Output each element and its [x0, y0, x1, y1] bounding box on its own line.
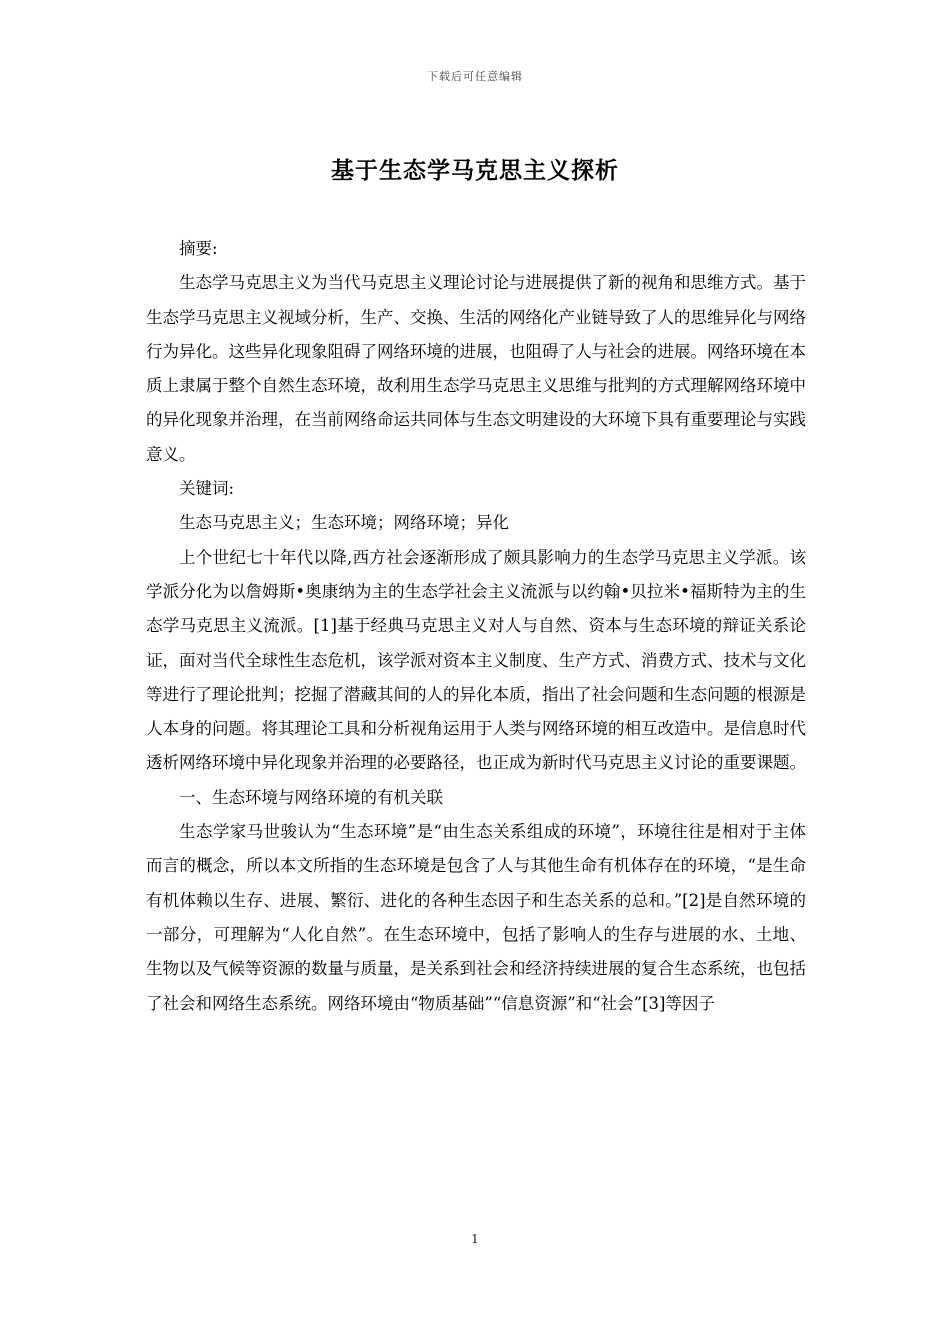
keywords-heading: 关键词: [179, 479, 235, 499]
body-paragraph: 生态学家马世骏认为“生态环境”是“由生态关系组成的环境”，环境往往是相对于主体而言的概念，所以本文所指的生态环境是包含了人与其他生命有机体存在的环境，“是生命有机体赖以生存、进展、繁衍、进化的各种生态因子和生态关系的总和。”[2]是自然环境的一部分，可理解为“人化自然”。在生态环境中，包括了影响人的生存与进展的水、土地、生物以及气候等资源的数量与质量，是关系到社会和经济持续进展的复合生态系统，也包括了社会和网络生态系统。网络环境由“物质基础”“信息资源”和“社会”[3]等因子 [146, 822, 806, 1013]
keywords-list: 生态马克思主义；生态环境；网络环境；异化 [179, 513, 509, 533]
page-number: 1 [471, 1232, 479, 1246]
abstract-paragraph: 生态学马克思主义为当代马克思主义理论讨论与进展提供了新的视角和思维方式。基于生态学马克思主义视域分析，生产、交换、生活的网络化产业链导致了人的思维异化与网络行为异化。这些异化现象阻碍了网络环境的进展，也阻碍了人与社会的进展。网络环境在本质上隶属于整个自然生态环境，故利用生态学马克思主义思维与批判的方式理解网络环境中的异化现象并治理，在当前网络命运共同体与生态文明建设的大环境下具有重要理论与实践意义。 [146, 273, 806, 464]
section-heading: 一、生态环境与网络环境的有机关联 [179, 787, 443, 807]
page-header: 下载后可任意编辑 [427, 70, 523, 83]
abstract-heading: 摘要: [179, 239, 218, 258]
document-body [146, 232, 806, 1021]
document-title: 基于生态学马克思主义探析 [331, 158, 619, 184]
body-paragraph: 上个世纪七十年代以降,西方社会逐渐形成了颇具影响力的生态学马克思主义学派。该学派分化为以詹姆斯•奥康纳为主的生态学社会主义流派与以约翰•贝拉米•福斯特为主的生态学马克思主义流派。[1]基于经典马克思主义对人与自然、资本与生态环境的辩证关系论证，面对当代全球性生态危机，该学派对资本主义制度、生产方式、消费方式、技术与文化等进行了理论批判；挖掘了潜藏其间的人的异化本质，指出了社会问题和生态问题的根源是人本身的问题。将其理论工具和分析视角运用于人类与网络环境的相互改造中。是信息时代透析网络环境中异化现象并治理的必要路径，也正成为新时代马克思主义讨论的重要课题。 [146, 547, 806, 773]
